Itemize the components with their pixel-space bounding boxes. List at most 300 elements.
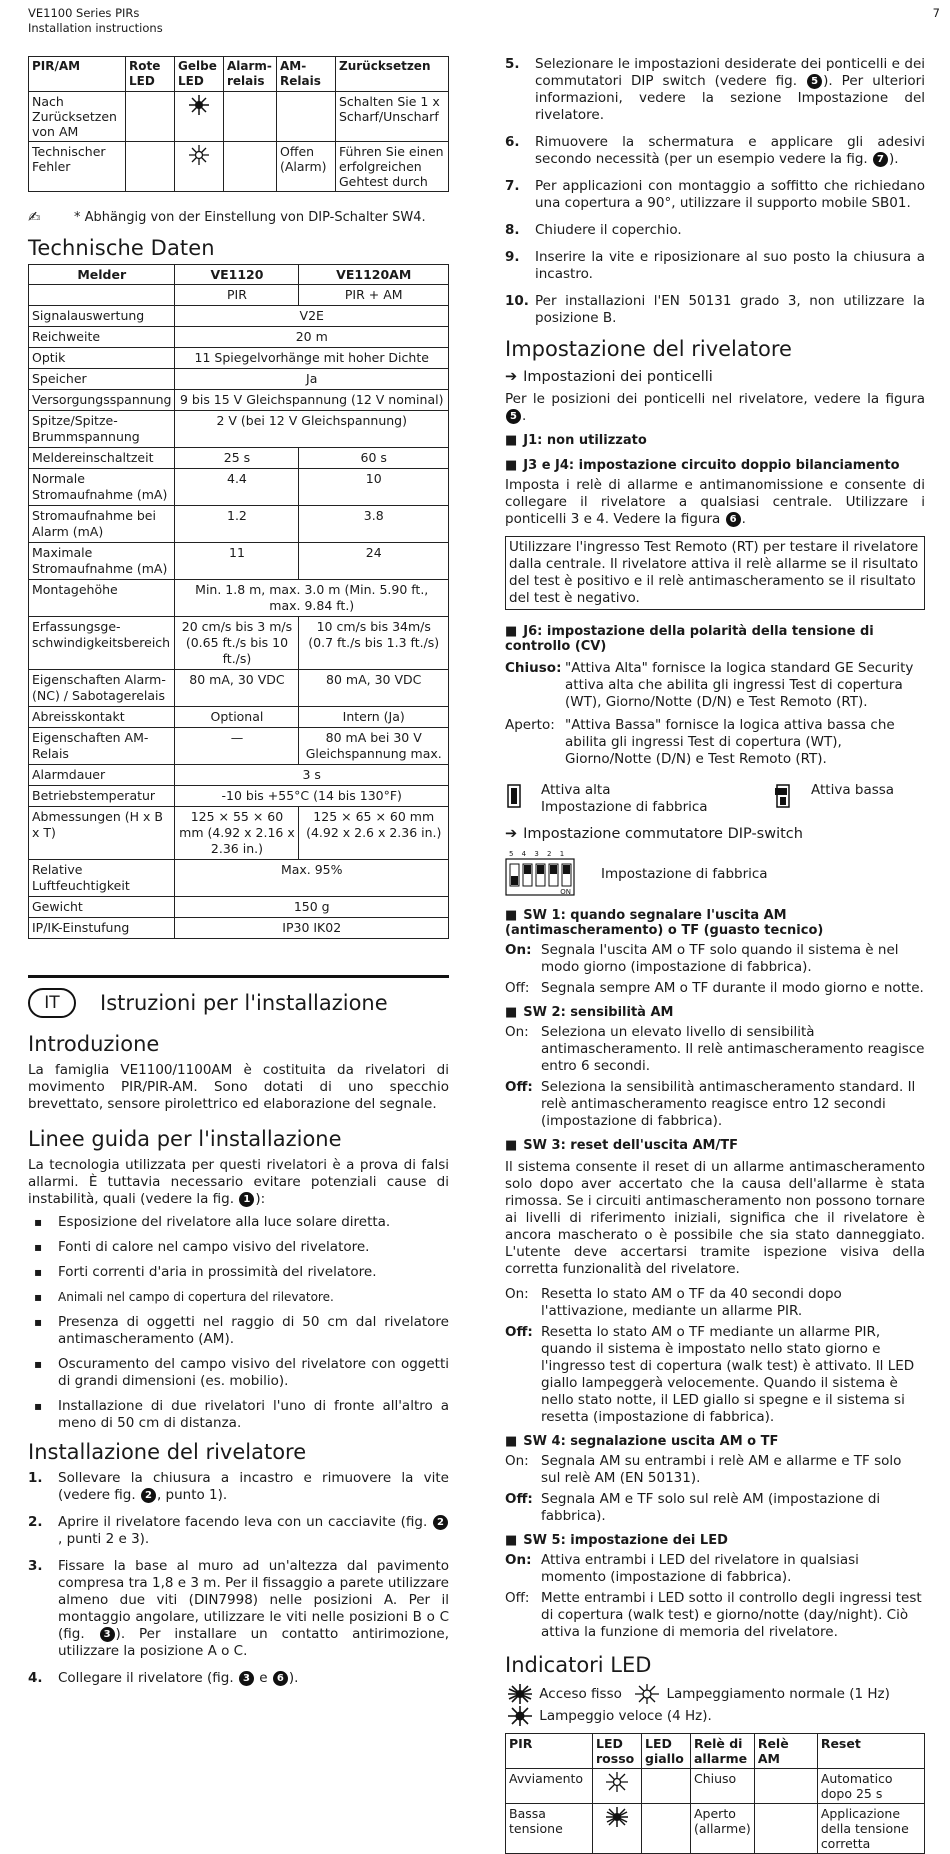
guidelines-text-b: ): bbox=[255, 1191, 266, 1207]
off-label: Off: bbox=[505, 1491, 533, 1507]
table-cell bbox=[593, 1769, 642, 1804]
table-cell: Signalauswertung bbox=[29, 306, 175, 327]
step-number: 6. bbox=[505, 134, 520, 150]
aperto-text: "Attiva Bassa" fornisce la logica attiva bassa che abilita gli ingressi Test di copertura (WT), Giorno/Notte (D/N) e Test Remoto (RT). bbox=[565, 717, 895, 767]
table-cell: 2 V (bei 12 V Gleichspannung) bbox=[175, 411, 449, 448]
table-cell: PIR bbox=[175, 285, 299, 306]
sw1-off-row bbox=[505, 980, 925, 997]
sw1-heading-text: SW 1: quando segnalare l'uscita AM (antimascheramento) o TF (guasto tecnico) bbox=[505, 908, 824, 938]
figure-ref: 2 bbox=[141, 1488, 156, 1503]
figure-ref: 2 bbox=[433, 1515, 448, 1530]
step-number: 7. bbox=[505, 178, 520, 194]
square-bullet-icon: ■ bbox=[505, 1434, 518, 1449]
off-label: Off: bbox=[505, 1324, 533, 1340]
step-text: Per applicazioni con montaggio a soffitto che richiedano una copertura a 90°, utilizzare il supporto mobile SB01. bbox=[535, 178, 925, 211]
figure-ref-1: 1 bbox=[239, 1192, 254, 1207]
table-cell: PIR + AM bbox=[299, 285, 449, 306]
table-cell: 3.8 bbox=[299, 506, 449, 543]
table-row bbox=[29, 728, 449, 765]
table-row bbox=[29, 411, 449, 448]
sw4-off-row bbox=[505, 1491, 925, 1525]
figure-ref: 5 bbox=[807, 74, 822, 89]
table-cell: Spitze/Spitze-Brummspannung bbox=[29, 411, 175, 448]
on-label: On: bbox=[505, 1024, 529, 1040]
table-cell: 4.4 bbox=[175, 469, 299, 506]
table-cell: Min. 1.8 m, max. 3.0 m (Min. 5.90 ft., max. 9.84 ft.) bbox=[175, 580, 449, 617]
on-label: On: bbox=[505, 1453, 529, 1469]
table-cell: 80 mA bei 30 V Gleichspannung max. bbox=[299, 728, 449, 765]
led-fast-blink-text: Lampeggio veloce (4 Hz). bbox=[539, 1708, 712, 1724]
table-row bbox=[29, 918, 449, 939]
list-item: ▪ Installazione di due rivelatori l'uno di fronte all'altro a meno di 50 cm di distanza. bbox=[28, 1398, 449, 1432]
table-row bbox=[506, 1804, 925, 1854]
table-header-cell: PIR bbox=[506, 1734, 593, 1769]
header-doc-type: Installation instructions bbox=[28, 21, 163, 35]
sw5-heading-text: SW 5: impostazione dei LED bbox=[523, 1533, 728, 1548]
step-text bbox=[58, 1670, 449, 1687]
table-cell: Avviamento bbox=[506, 1769, 593, 1804]
jumpers-text-a: Per le posizioni dei ponticelli nel rivelatore, vedere la figura bbox=[505, 391, 925, 407]
step-number: 9. bbox=[505, 249, 520, 265]
it-banner-title: Istruzioni per l'installazione bbox=[100, 991, 388, 1015]
sw3-text: Il sistema consente il reset di un allarme antimascheramento solo dopo aver accertato che la causa dell'allarme è stata rimossa. Se i circuiti antimascheramento non possono tornare ai livelli di riferimento iniziali, significa che il rivelatore è ancora mascherato o è possibile che sia stato danneggiato. L'utente deve accertarsi tramite ispezione visiva della corretta funzionalità del rivelatore. bbox=[505, 1159, 925, 1277]
table-header-cell: LED rosso bbox=[593, 1734, 642, 1769]
table-cell: Normale Stromaufnahme (mA) bbox=[29, 469, 175, 506]
factory-default-text: Impostazione di fabbrica bbox=[541, 799, 708, 815]
step-text: Inserire la vite e riposizionare al suo posto la chiusura a incastro. bbox=[535, 249, 925, 282]
sw4-off-text: Segnala AM e TF solo sul relè AM (impostazione di fabbrica). bbox=[541, 1491, 881, 1524]
table-cell bbox=[175, 142, 224, 192]
active-low-text: Attiva bassa bbox=[811, 782, 895, 798]
table-cell: 125 × 65 × 60 mm (4.92 x 2.6 x 2.36 in.) bbox=[299, 807, 449, 860]
table-row bbox=[29, 327, 449, 348]
led-title: Indicatori LED bbox=[505, 1653, 652, 1677]
table-header-row bbox=[506, 1734, 925, 1769]
guidelines-text-a: La tecnologia utilizzata per questi rivelatori è a prova di falsi allarmi. È tuttavia necessario evitare potenziali cause di instabilità, quali (vedere la fig. bbox=[28, 1157, 449, 1207]
list-item bbox=[505, 222, 925, 239]
table-cell: 20 cm/s bis 3 m/s (0.65 ft./s bis 10 ft./s) bbox=[175, 617, 299, 670]
table-cell: 11 Spiegelvorhänge mit hoher Dichte bbox=[175, 348, 449, 369]
step-text: Chiudere il coperchio. bbox=[535, 222, 682, 238]
table-cell: Versorgungsspannung bbox=[29, 390, 175, 411]
table-cell: Gewicht bbox=[29, 897, 175, 918]
active-high-label bbox=[541, 782, 708, 816]
figure-ref: 3 bbox=[239, 1671, 254, 1686]
sw2-off-text: Seleziona la sensibilità antimascheramento standard. Il relè antimascheramento reagisce entro 12 secondi (impostazione di fabbrica). bbox=[541, 1079, 916, 1129]
sw5-heading bbox=[505, 1533, 925, 1548]
table-cell: 20 m bbox=[175, 327, 449, 348]
sw3-on-row bbox=[505, 1286, 925, 1320]
sw3-heading-text: SW 3: reset dell'uscita AM/TF bbox=[523, 1138, 738, 1153]
de-status-table bbox=[28, 56, 449, 192]
arrow-right-icon: ➔ bbox=[505, 369, 518, 385]
table-cell: -10 bis +55°C (14 bis 130°F) bbox=[175, 786, 449, 807]
table-row bbox=[29, 369, 449, 390]
arrow-right-icon: ➔ bbox=[505, 826, 518, 842]
note-pencil-icon: ✍ bbox=[28, 208, 41, 226]
dip-switch-numbers: 5 4 3 2 1 bbox=[509, 850, 568, 858]
j6-heading-text: J6: impostazione della polarità della tensione di controllo (CV) bbox=[505, 624, 874, 654]
jumper-polarity-legend bbox=[505, 782, 925, 816]
table-row bbox=[29, 807, 449, 860]
table-cell: Maximale Stromaufnahme (mA) bbox=[29, 543, 175, 580]
active-high-text: Attiva alta bbox=[541, 782, 611, 798]
table-cell bbox=[277, 92, 336, 142]
dip-switch-graphic bbox=[505, 850, 575, 898]
step-text bbox=[58, 1558, 449, 1660]
jumper-closed-icon bbox=[507, 784, 521, 808]
sw5-on-text: Attiva entrambi i LED del rivelatore in qualsiasi momento (impostazione di fabbrica). bbox=[541, 1552, 859, 1585]
step-number: 4. bbox=[28, 1670, 43, 1686]
sw5-on-row bbox=[505, 1552, 925, 1586]
table-cell bbox=[593, 1804, 642, 1854]
list-item bbox=[505, 56, 925, 124]
dip-switch-on-label: ON bbox=[560, 888, 571, 896]
table-header-cell: Melder bbox=[29, 265, 175, 285]
tech-data-table bbox=[28, 264, 449, 939]
table-cell: 25 s bbox=[175, 448, 299, 469]
step-text-a: Selezionare le impostazioni desiderate dei ponticelli e dei commutatori DIP switch (vedere fig. bbox=[535, 56, 925, 89]
table-row bbox=[29, 617, 449, 670]
sw4-on-row bbox=[505, 1453, 925, 1487]
sw3-on-text: Resetta lo stato AM o TF da 40 secondi dopo l'attivazione, mediante un allarme PIR. bbox=[541, 1286, 842, 1319]
table-header-cell: Gelbe LED bbox=[175, 57, 224, 92]
table-header-row bbox=[29, 285, 449, 306]
table-header-cell: PIR/AM bbox=[29, 57, 126, 92]
sw2-heading-text: SW 2: sensibilità AM bbox=[523, 1005, 674, 1020]
table-cell: Speicher bbox=[29, 369, 175, 390]
table-cell: 10 cm/s bis 34m/s (0.7 ft./s bis 1.3 ft./s) bbox=[299, 617, 449, 670]
table-row bbox=[506, 1769, 925, 1804]
list-item bbox=[28, 1470, 449, 1504]
chiuso-text: "Attiva Alta" fornisce la logica standard GE Security attiva alta che abilita gli ingressi Test di copertura (WT), Giorno/Notte (D/N) e Test Remoto (RT). bbox=[565, 660, 914, 710]
table-header-cell: Zurücksetzen bbox=[336, 57, 449, 92]
square-bullet-icon: ■ bbox=[505, 624, 518, 639]
table-cell: Automatico dopo 25 s bbox=[817, 1769, 924, 1804]
sw2-on-text: Seleziona un elevato livello di sensibilità antimascheramento. Il relè antimascheramento reagisce entro 6 secondi. bbox=[541, 1024, 925, 1074]
step-text-b: ). bbox=[889, 151, 899, 167]
table-cell: Abreisskontakt bbox=[29, 707, 175, 728]
jumper-open-icon bbox=[775, 784, 791, 808]
running-header bbox=[28, 6, 163, 36]
list-item bbox=[28, 1514, 449, 1548]
language-badge: IT bbox=[28, 988, 76, 1018]
sw4-heading bbox=[505, 1434, 925, 1449]
j6-heading bbox=[505, 624, 925, 654]
table-row bbox=[29, 92, 449, 142]
aperto-row bbox=[505, 717, 925, 768]
dip-subtitle bbox=[505, 826, 925, 842]
step-text: Per installazioni l'EN 50131 grado 3, non utilizzare la posizione B. bbox=[535, 293, 925, 326]
led-legend-row bbox=[505, 1683, 925, 1705]
table-cell: Alarmdauer bbox=[29, 765, 175, 786]
list-item bbox=[28, 1670, 449, 1687]
on-label: On: bbox=[505, 1286, 529, 1302]
table-row bbox=[29, 506, 449, 543]
table-cell: Führen Sie einen erfolgreichen Gehtest durch bbox=[336, 142, 449, 192]
de-footnote bbox=[28, 208, 449, 226]
square-bullet-icon: ■ bbox=[505, 433, 518, 448]
table-row bbox=[29, 765, 449, 786]
table-cell bbox=[29, 285, 175, 306]
square-bullet-icon: ■ bbox=[505, 1138, 518, 1153]
sw2-off-row bbox=[505, 1079, 925, 1130]
table-cell: 80 mA, 30 VDC bbox=[299, 670, 449, 707]
table-header-cell: Rote LED bbox=[126, 57, 175, 92]
table-cell: Meldereinschaltzeit bbox=[29, 448, 175, 469]
step-text-mid: e bbox=[254, 1670, 272, 1686]
table-cell: Technischer Fehler bbox=[29, 142, 126, 192]
table-cell bbox=[754, 1769, 817, 1804]
table-cell: IP/IK-Einstufung bbox=[29, 918, 175, 939]
remote-test-box: Utilizzare l'ingresso Test Remoto (RT) per testare il rivelatore dalla centrale. Il rivelatore attiva il relè allarme se il risultato del test è positivo e il relè antimascheramento se il risultato del test è negativo. bbox=[505, 536, 925, 610]
table-header-cell: Relè di allarme bbox=[691, 1734, 755, 1769]
jumpers-text bbox=[505, 391, 925, 425]
on-label: On: bbox=[505, 942, 532, 958]
table-row bbox=[29, 348, 449, 369]
guidelines-title: Linee guida per l'installazione bbox=[28, 1127, 342, 1151]
step-text bbox=[58, 1514, 449, 1548]
table-cell: — bbox=[175, 728, 299, 765]
right-column bbox=[505, 56, 925, 1854]
table-row bbox=[29, 707, 449, 728]
step-text-b: , punto 1). bbox=[156, 1487, 228, 1503]
table-cell: Stromaufnahme bei Alarm (mA) bbox=[29, 506, 175, 543]
step-text-a: Collegare il rivelatore (fig. bbox=[58, 1670, 234, 1686]
sw3-off-row bbox=[505, 1324, 925, 1426]
jumpers-subtitle-text: Impostazioni dei ponticelli bbox=[523, 369, 713, 385]
list-item bbox=[505, 249, 925, 283]
square-bullet-icon: ■ bbox=[505, 908, 518, 923]
table-row bbox=[29, 670, 449, 707]
table-header-cell: VE1120 bbox=[175, 265, 299, 285]
intro-title: Introduzione bbox=[28, 1032, 160, 1056]
table-row bbox=[29, 580, 449, 617]
table-cell bbox=[175, 92, 224, 142]
sw4-on-text: Segnala AM su entrambi i relè AM e allarme e TF solo sul relè AM (EN 50131). bbox=[541, 1453, 902, 1486]
install-steps-cont bbox=[505, 56, 925, 327]
active-high-item bbox=[505, 782, 708, 816]
table-cell: Optional bbox=[175, 707, 299, 728]
list-item: ▪ Fonti di calore nel campo visivo del rivelatore. bbox=[28, 1239, 449, 1256]
dip-switch-figure bbox=[505, 850, 925, 898]
list-item: ▪ Forti correnti d'aria in prossimità del rivelatore. bbox=[28, 1264, 449, 1281]
step-number: 5. bbox=[505, 56, 520, 72]
aperto-label: Aperto: bbox=[505, 717, 555, 733]
led-normal-blink-icon bbox=[186, 144, 212, 166]
step-text bbox=[535, 134, 925, 168]
step-text-b: ). bbox=[288, 1670, 299, 1686]
header-series: VE1100 Series PIRs bbox=[28, 6, 140, 20]
figure-ref: 6 bbox=[726, 512, 741, 527]
table-cell: Schalten Sie 1 x Scharf/Unscharf bbox=[336, 92, 449, 142]
active-low-item bbox=[775, 782, 925, 816]
table-cell: 80 mA, 30 VDC bbox=[175, 670, 299, 707]
square-bullet-icon: ■ bbox=[505, 458, 518, 473]
list-item bbox=[505, 178, 925, 212]
led-steady-text: Acceso fisso bbox=[539, 1686, 622, 1702]
list-item: ▪ Animali nel campo di copertura del rilevatore. bbox=[28, 1289, 449, 1306]
table-cell: IP30 IK02 bbox=[175, 918, 449, 939]
table-cell bbox=[642, 1769, 691, 1804]
table-header-cell: VE1120AM bbox=[299, 265, 449, 285]
sw2-heading bbox=[505, 1005, 925, 1020]
table-cell: Montagehöhe bbox=[29, 580, 175, 617]
step-number: 1. bbox=[28, 1470, 43, 1486]
guidelines-list bbox=[28, 1214, 449, 1432]
table-cell: Eigenschaften Alarm- (NC) / Sabotagerelais bbox=[29, 670, 175, 707]
table-cell: 11 bbox=[175, 543, 299, 580]
table-cell: Abmessungen (H x B x T) bbox=[29, 807, 175, 860]
table-cell: 150 g bbox=[175, 897, 449, 918]
chiuso-row bbox=[505, 660, 925, 711]
table-cell: 1.2 bbox=[175, 506, 299, 543]
setup-title: Impostazione del rivelatore bbox=[505, 337, 792, 361]
table-header-cell: LED giallo bbox=[642, 1734, 691, 1769]
led-normal-blink-icon bbox=[603, 1771, 631, 1793]
table-cell: 9 bis 15 V Gleichspannung (12 V nominal) bbox=[175, 390, 449, 411]
list-item: ▪ Presenza di oggetti nel raggio di 50 cm dal rivelatore antimascheramento (AM). bbox=[28, 1314, 449, 1348]
step-text-a: Aprire il rivelatore facendo leva con un cacciavite (fig. bbox=[58, 1514, 428, 1530]
chiuso-label: Chiuso: bbox=[505, 660, 562, 676]
j34-heading bbox=[505, 458, 925, 473]
dip-factory-default: Impostazione di fabbrica bbox=[601, 866, 768, 882]
list-item: ▪ Oscuramento del campo visivo del rivelatore con oggetti di grandi dimensioni (es. mobilio). bbox=[28, 1356, 449, 1390]
table-row bbox=[29, 448, 449, 469]
table-header-row bbox=[29, 57, 449, 92]
sw2-on-row bbox=[505, 1024, 925, 1075]
table-cell bbox=[126, 142, 175, 192]
table-cell: Betriebstemperatur bbox=[29, 786, 175, 807]
table-row bbox=[29, 142, 449, 192]
jumpers-subtitle bbox=[505, 369, 925, 385]
table-cell bbox=[224, 142, 277, 192]
list-item: ▪ Esposizione del rivelatore alla luce solare diretta. bbox=[28, 1214, 449, 1231]
footnote-text: * Abhängig von der Einstellung von DIP-Schalter SW4. bbox=[74, 209, 426, 225]
led-indicators-table bbox=[505, 1733, 925, 1854]
led-normal-blink-text: Lampeggiamento normale (1 Hz) bbox=[666, 1686, 890, 1702]
led-steady-icon bbox=[603, 1806, 631, 1828]
sw1-on-text: Segnala l'uscita AM o TF solo quando il sistema è nel modo giorno (impostazione di fabbrica). bbox=[541, 942, 899, 975]
table-row bbox=[29, 860, 449, 897]
table-cell: V2E bbox=[175, 306, 449, 327]
table-cell: Reichweite bbox=[29, 327, 175, 348]
left-column bbox=[28, 56, 449, 1697]
tech-data-title: Technische Daten bbox=[28, 236, 215, 260]
jumpers-text-b: . bbox=[522, 408, 527, 424]
table-header-cell: Reset bbox=[817, 1734, 924, 1769]
table-cell bbox=[754, 1804, 817, 1854]
sw4-heading-text: SW 4: segnalazione uscita AM o TF bbox=[523, 1434, 779, 1449]
table-cell: Max. 95% bbox=[175, 860, 449, 897]
table-cell: Aperto (allarme) bbox=[691, 1804, 755, 1854]
step-text-b: ). Per installare un contatto antirimozione, utilizzare la posizione A o C. bbox=[58, 1626, 449, 1659]
sw5-off-text: Mette entrambi i LED sotto il controllo degli ingressi test di copertura (walk test) e giorno/notte (day/night). Ciò attiva la funzione di memoria del rivelatore. bbox=[541, 1590, 922, 1640]
led-legend-row bbox=[505, 1705, 925, 1727]
table-cell: 60 s bbox=[299, 448, 449, 469]
table-cell: Nach Zurücksetzen von AM bbox=[29, 92, 126, 142]
step-number: 3. bbox=[28, 1558, 43, 1574]
table-cell: 10 bbox=[299, 469, 449, 506]
led-steady-icon bbox=[505, 1683, 535, 1705]
dip-subtitle-text: Impostazione commutatore DIP-switch bbox=[523, 826, 803, 842]
list-item bbox=[505, 134, 925, 168]
led-fast-blink-icon bbox=[186, 94, 212, 116]
table-cell: Chiuso bbox=[691, 1769, 755, 1804]
list-item bbox=[28, 1558, 449, 1660]
table-cell: Optik bbox=[29, 348, 175, 369]
on-label: On: bbox=[505, 1552, 532, 1568]
figure-ref: 6 bbox=[273, 1671, 288, 1686]
step-text-a: Fissare la base al muro ad un'altezza dal pavimento compresa tra 1,8 e 3 m. Per il fissaggio a parete utilizzare almeno due viti (DIN7998) nelle posizioni A. Per il montaggio angolare, utilizzare le viti nelle posizioni B o C (fig. bbox=[58, 1558, 449, 1642]
table-cell bbox=[126, 92, 175, 142]
page-number: 7 bbox=[932, 6, 940, 20]
step-text-a: Rimuovere la schermatura e applicare gli adesivi secondo necessità (per un esempio vedere la fig. bbox=[535, 134, 925, 167]
j1-heading-text: J1: non utilizzato bbox=[523, 433, 647, 448]
table-row bbox=[29, 897, 449, 918]
j34-text-a: Imposta i relè di allarme e antimanomissione e consente di collegare il rivelatore a qualsiasi centrale. Utilizzare i ponticelli 3 e 4. Vedere la figura bbox=[505, 477, 925, 527]
list-item bbox=[505, 293, 925, 327]
sw1-on-row bbox=[505, 942, 925, 976]
step-text bbox=[535, 56, 925, 124]
step-number: 10. bbox=[505, 293, 529, 309]
sw3-heading bbox=[505, 1138, 925, 1153]
table-header-cell: Relè AM bbox=[754, 1734, 817, 1769]
table-row bbox=[29, 469, 449, 506]
sw5-off-row bbox=[505, 1590, 925, 1641]
table-cell: Applicazione della tensione corretta bbox=[817, 1804, 924, 1854]
sw1-heading bbox=[505, 908, 925, 938]
led-normal-blink-icon bbox=[632, 1683, 662, 1705]
table-cell bbox=[224, 92, 277, 142]
table-cell bbox=[642, 1804, 691, 1854]
table-cell: Bassa tensione bbox=[506, 1804, 593, 1854]
intro-text: La famiglia VE1100/1100AM è costituita da rivelatori di movimento PIR/PIR-AM. Sono dotati di uno specchio brevettato, sensore pirolettrico ed elaborazione del segnale. bbox=[28, 1062, 449, 1112]
step-text bbox=[58, 1470, 449, 1504]
table-row bbox=[29, 543, 449, 580]
table-cell: 3 s bbox=[175, 765, 449, 786]
led-legend bbox=[505, 1683, 925, 1727]
j34-text bbox=[505, 477, 925, 528]
square-bullet-icon: ■ bbox=[505, 1533, 518, 1548]
table-header-row bbox=[29, 265, 449, 285]
table-cell: Relative Luftfeuchtigkeit bbox=[29, 860, 175, 897]
off-label: Off: bbox=[505, 1079, 533, 1095]
figure-ref: 5 bbox=[506, 409, 521, 424]
it-section-banner bbox=[28, 975, 449, 1018]
table-cell: Ja bbox=[175, 369, 449, 390]
table-row bbox=[29, 306, 449, 327]
install-steps bbox=[28, 1470, 449, 1687]
square-bullet-icon: ■ bbox=[505, 1005, 518, 1020]
led-fast-blink-icon bbox=[505, 1705, 535, 1727]
table-cell: 24 bbox=[299, 543, 449, 580]
table-cell: Intern (Ja) bbox=[299, 707, 449, 728]
sw1-off-text: Segnala sempre AM o TF durante il modo giorno e notte. bbox=[541, 980, 924, 996]
step-text-a: Sollevare la chiusura a incastro e rimuovere la vite (vedere fig. bbox=[58, 1470, 449, 1503]
table-cell: Offen (Alarm) bbox=[277, 142, 336, 192]
table-row bbox=[29, 390, 449, 411]
j34-text-b: . bbox=[741, 511, 746, 527]
j34-heading-text: J3 e J4: impostazione circuito doppio bilanciamento bbox=[523, 458, 900, 473]
off-label: Off: bbox=[505, 980, 530, 996]
step-text-b: , punti 2 e 3). bbox=[58, 1531, 150, 1547]
table-header-cell: AM-Relais bbox=[277, 57, 336, 92]
table-row bbox=[29, 786, 449, 807]
table-header-cell: Alarm-relais bbox=[224, 57, 277, 92]
step-number: 8. bbox=[505, 222, 520, 238]
figure-ref: 3 bbox=[100, 1627, 115, 1642]
